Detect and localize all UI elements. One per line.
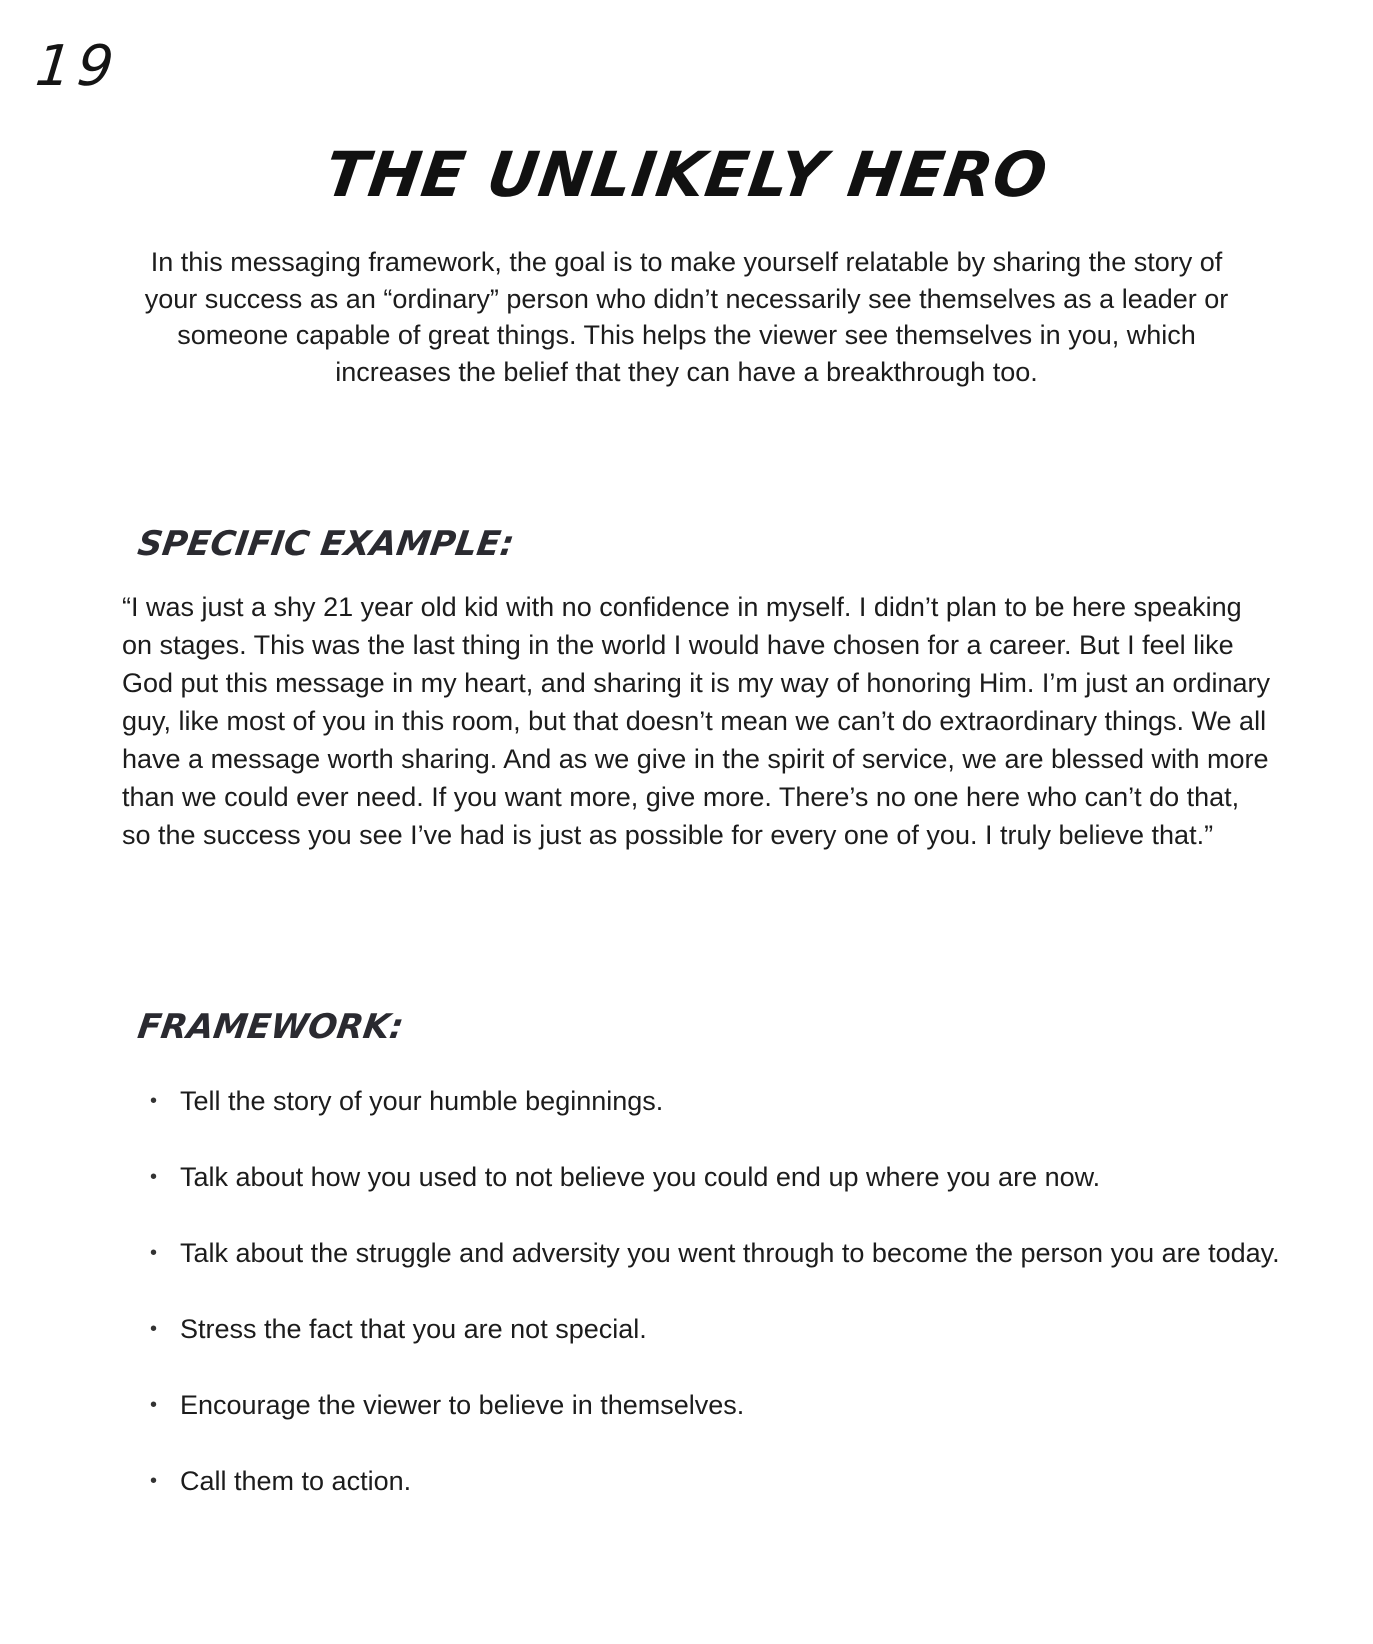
bullet-icon: • xyxy=(150,1394,158,1416)
list-item xyxy=(148,1082,1288,1120)
list-item xyxy=(148,1386,1288,1424)
specific-example-heading: SPECIFIC EXAMPLE: xyxy=(135,524,517,564)
list-item xyxy=(148,1234,1288,1272)
list-item-text: Call them to action. xyxy=(180,1466,412,1496)
bullet-icon: • xyxy=(150,1090,158,1112)
list-item xyxy=(148,1310,1288,1348)
bullet-icon: • xyxy=(150,1166,158,1188)
list-item xyxy=(148,1462,1288,1500)
specific-example-quote: “I was just a shy 21 year old kid with no confidence in myself. I didn’t plan to be here speaking on stages. This was the last thing in the world I would have chosen for a career. But I feel like God put this message in my heart, and sharing it is my way of honoring Him. I’m just an ordinary guy, like most of you in this room, but that doesn’t mean we can’t do extraordinary things. We all have a message worth sharing. And as we give in the spirit of service, we are blessed with more than we could ever need. If you want more, give more. There’s no one here who can’t do that, so the success you see I’ve had is just as possible for every one of you. I truly believe that.” xyxy=(122,592,1271,850)
list-item-text: Talk about the struggle and adversity you went through to become the person you are today. xyxy=(180,1238,1280,1268)
bullet-icon: • xyxy=(150,1318,158,1340)
list-item-text: Talk about how you used to not believe you could end up where you are now. xyxy=(180,1162,1101,1192)
framework-heading: FRAMEWORK: xyxy=(135,1007,407,1047)
list-item-text: Encourage the viewer to believe in themselves. xyxy=(180,1390,745,1420)
bullet-icon: • xyxy=(150,1470,158,1492)
bullet-icon: • xyxy=(150,1242,158,1264)
list-item xyxy=(148,1158,1288,1196)
list-item-text: Stress the fact that you are not special. xyxy=(180,1314,647,1344)
page-title: THE UNLIKELY HERO xyxy=(320,138,1053,211)
framework-list xyxy=(148,1082,1288,1538)
page-number: 19 xyxy=(32,34,123,99)
list-item-text: Tell the story of your humble beginnings. xyxy=(180,1086,664,1116)
intro-paragraph: In this messaging framework, the goal is to make yourself relatable by sharing the story of your success as an “ordinary” person who didn’t necessarily see themselves as a leader or someone capable of great things. This helps the viewer see themselves in you, which increases the belief that they can have a breakthrough too. xyxy=(144,247,1229,387)
